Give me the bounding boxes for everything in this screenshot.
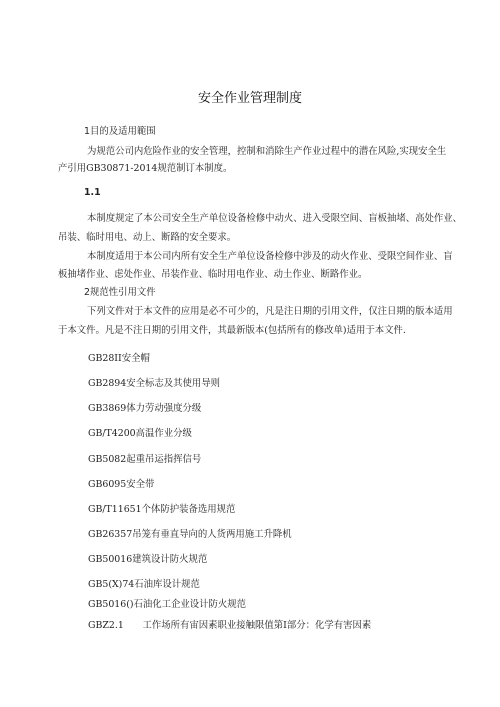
section-2-paragraph-line-1: 下列文件对于本文件的应用是必不可少的，凡是注日期的引用文件，仅注日期的版本适用 — [87, 306, 453, 317]
section-1-1-paragraph-1-line-2: 吊装、临时用电、动上、断路的安全要求。 — [58, 232, 237, 243]
reference-item: GB5082起重吊运指挥信号 — [88, 454, 202, 465]
reference-item: GB/T4200高温作业分级 — [88, 428, 192, 439]
reference-item: GB26357吊笼有垂直导向的人货两用施工升降机 — [88, 529, 292, 540]
reference-item: GB28II安全帽 — [88, 353, 150, 364]
section-1-heading: 1目的及适用範围 — [84, 126, 156, 137]
section-1-1-paragraph-2-line-2: 板抽堵作业、虑处作业、吊装作业、临时用电作业、动土作业、断路作业。 — [58, 269, 368, 280]
reference-item: GB/T11651个体防护装备选用规范 — [88, 504, 236, 515]
reference-item: GB5(X)74石油库设计规范 — [88, 579, 200, 590]
section-1-paragraph-line-1: 为规范公司内危险作业的安全管理，控制和消除生产作业过程中的潜在风险,实现安全生 — [87, 146, 447, 157]
reference-item: GB2894安全标志及其使用导则 — [88, 378, 220, 389]
reference-item: GB5016()石油化工企业设计防火规范 — [88, 599, 247, 610]
section-1-1-heading: 1.1 — [84, 187, 101, 198]
reference-item: GB50016建筑设计防火规范 — [88, 554, 208, 565]
reference-item: GB3869体力劳动强度分级 — [88, 403, 202, 414]
section-2-paragraph-line-2: 于本文件。凡是不注日期的引用文件，其最新版本(包括所有的修改单)适用于本文件. — [58, 325, 406, 336]
document-title: 安全作业管理制度 — [197, 91, 302, 106]
section-1-1-paragraph-2-line-1: 本制度适用于本公司内所有安全生产单位设备检修中涉及的动火作业、受限空间作业、盲 — [87, 251, 453, 262]
reference-item: GBZ2.1 工作场所有宙因素职业接触限值第Ⅰ部分：化学有害因素 — [88, 620, 372, 631]
section-1-paragraph-line-2: 产引用GB30871-2014规范制订本制度。 — [58, 163, 233, 174]
section-2-heading: 2规范性引用文件 — [84, 287, 156, 298]
reference-item: GB6095安全带 — [88, 479, 155, 490]
section-1-1-paragraph-1-line-1: 本制度规定了本公司安全生产单位设备检修中动火、进入受限空间、盲板抽堵、高处作业、 — [87, 213, 463, 224]
